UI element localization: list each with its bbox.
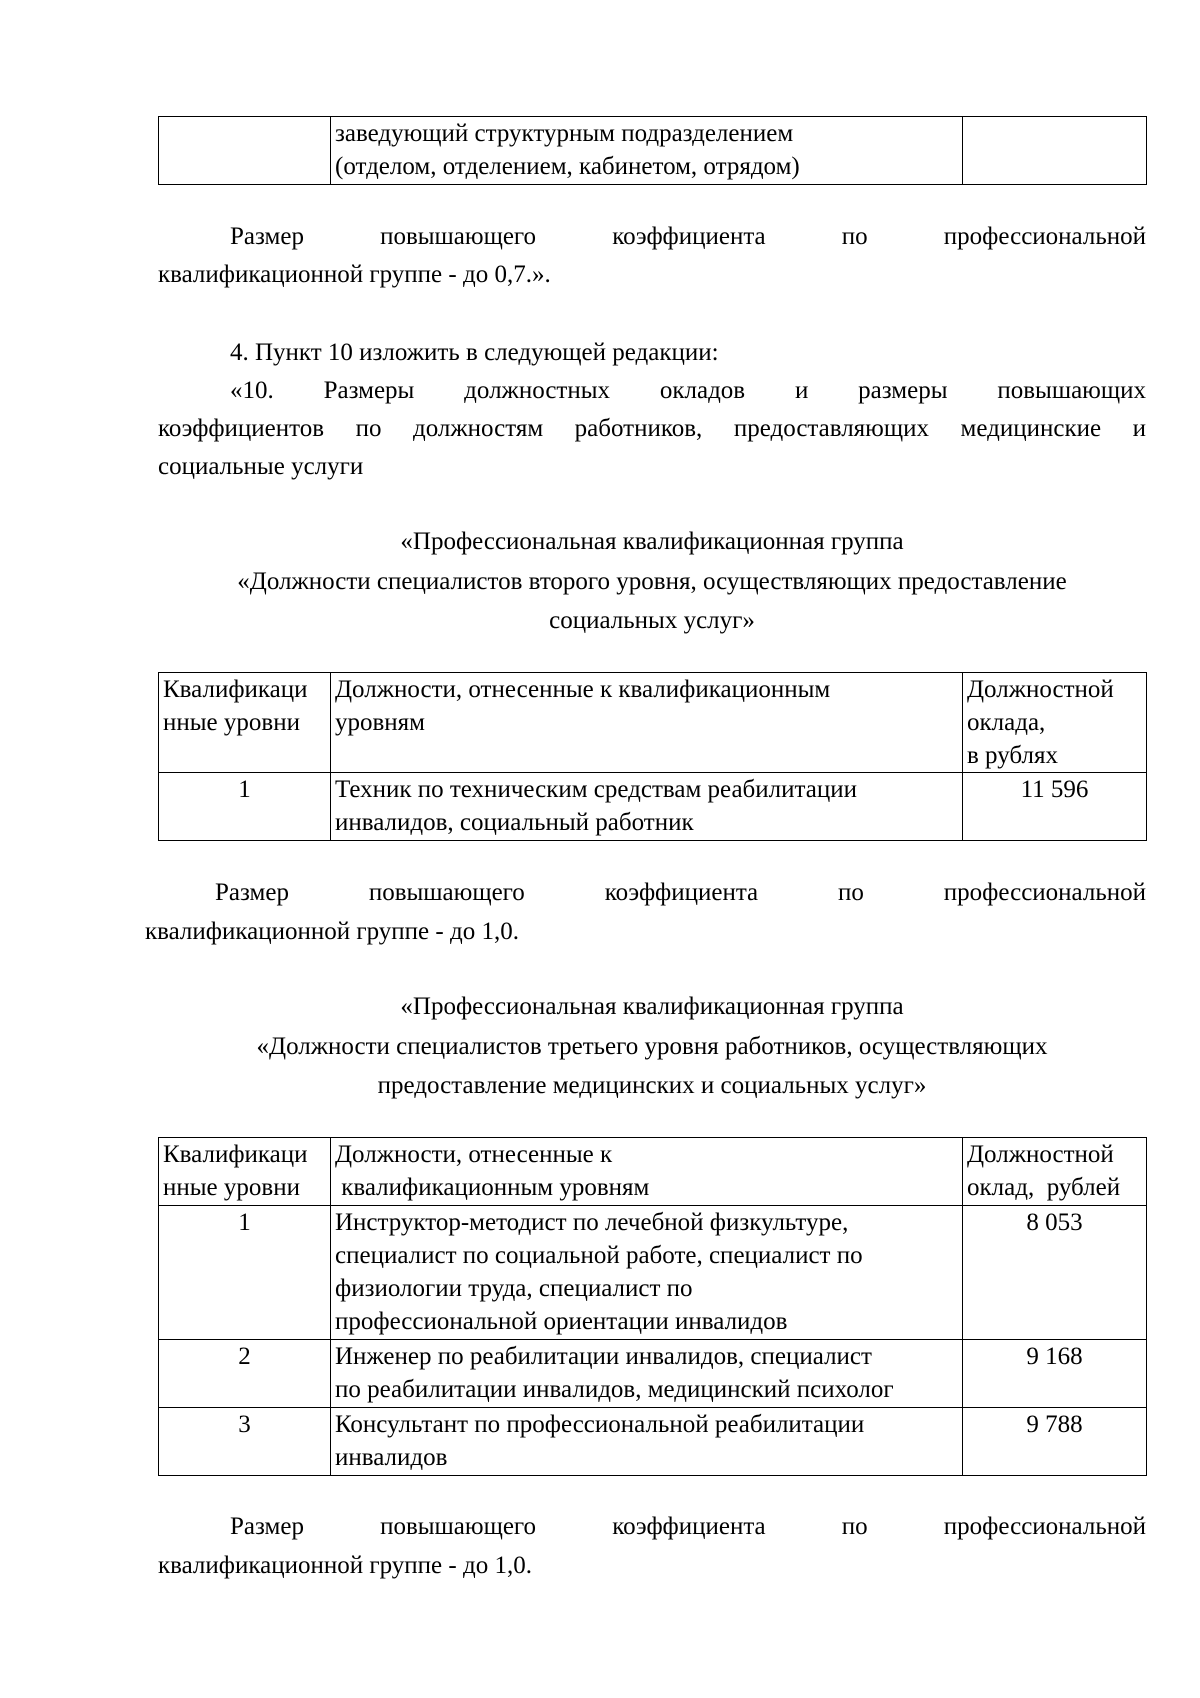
salary-cell: 9 788: [963, 1408, 1147, 1476]
header-salary: [963, 1138, 1147, 1206]
item-text-line: социальные услуги: [158, 453, 364, 480]
group-title: «Должности специалистов третьего уровня работников, осуществляющих: [256, 1033, 1048, 1060]
position-cell: [331, 1340, 963, 1408]
position-cell: [331, 117, 963, 185]
table-header-row: [159, 1138, 1147, 1206]
header-text: оклада,: [967, 709, 1046, 736]
header-level: [159, 673, 331, 773]
position-text: физиологии труда, специалист по: [335, 1275, 693, 1302]
salary-cell: 8 053: [963, 1206, 1147, 1340]
item-heading: 4. Пункт 10 изложить в следующей редакции:: [230, 339, 719, 366]
position-cell: [331, 773, 963, 841]
level-cell: [159, 117, 331, 185]
header-text: Должности, отнесенные к квалификационным: [335, 676, 831, 703]
qualification-table-1: [158, 672, 1147, 841]
group-title: «Должности специалистов второго уровня, осуществляющих предоставление: [237, 568, 1067, 595]
position-text: Инструктор-методист по лечебной физкультуре,: [335, 1209, 849, 1236]
coefficient-line: квалификационной группе - до 0,7.».: [158, 261, 551, 288]
table-row: [159, 1408, 1147, 1476]
level-cell: 1: [159, 773, 331, 841]
position-cell: [331, 1206, 963, 1340]
level-cell: 2: [159, 1340, 331, 1408]
header-position: [331, 673, 963, 773]
table-row: [159, 1206, 1147, 1340]
level-cell: 3: [159, 1408, 331, 1476]
coefficient-line: Размер повышающего коэффициента по профессиональной: [215, 879, 1146, 906]
header-text: квалификационным уровням: [335, 1174, 650, 1201]
header-level: [159, 1138, 331, 1206]
position-text: по реабилитации инвалидов, медицинский психолог: [335, 1376, 894, 1403]
salary-cell: 11 596: [963, 773, 1147, 841]
table-header-row: [159, 673, 1147, 773]
item-text-line: «10. Размеры должностных окладов и размеры повышающих: [230, 377, 1146, 404]
top-table: [158, 116, 1147, 185]
group-title: «Профессиональная квалификационная группа: [400, 993, 904, 1020]
header-text: оклад, рублей: [967, 1174, 1121, 1201]
table-row: [159, 773, 1147, 841]
position-text: Инженер по реабилитации инвалидов, специалист: [335, 1343, 872, 1370]
header-text: нные уровни: [163, 709, 300, 736]
coefficient-line: Размер повышающего коэффициента по профессиональной: [230, 223, 1146, 250]
position-text: (отделом, отделением, кабинетом, отрядом): [335, 153, 800, 180]
position-cell: [331, 1408, 963, 1476]
coefficient-line: Размер повышающего коэффициента по профессиональной: [230, 1513, 1146, 1540]
position-text: Консультант по профессиональной реабилитации: [335, 1411, 865, 1438]
qualification-table-2: [158, 1137, 1147, 1476]
table-row: [159, 117, 1147, 185]
header-position: [331, 1138, 963, 1206]
header-text: уровням: [335, 709, 426, 736]
header-text: Квалификаци: [163, 1141, 308, 1168]
header-text: Должностной: [967, 676, 1114, 703]
header-text: Должностной: [967, 1141, 1114, 1168]
group-title: «Профессиональная квалификационная группа: [400, 528, 904, 555]
header-text: в рублях: [967, 742, 1058, 769]
header-text: Квалификаци: [163, 676, 308, 703]
item-text-line: коэффициентов по должностям работников, предоставляющих медицинские и: [158, 415, 1146, 442]
position-text: инвалидов, социальный работник: [335, 809, 694, 836]
position-text: инвалидов: [335, 1444, 448, 1471]
header-text: Должности, отнесенные к: [335, 1141, 613, 1168]
header-text: нные уровни: [163, 1174, 300, 1201]
coefficient-line: квалификационной группе - до 1,0.: [145, 918, 519, 945]
position-text: специалист по социальной работе, специалист по: [335, 1242, 863, 1269]
group-title: предоставление медицинских и социальных услуг»: [377, 1072, 927, 1099]
coefficient-line: квалификационной группе - до 1,0.: [158, 1552, 532, 1579]
salary-cell: [963, 117, 1147, 185]
position-text: профессиональной ориентации инвалидов: [335, 1308, 788, 1335]
level-cell: 1: [159, 1206, 331, 1340]
position-text: заведующий структурным подразделением: [335, 120, 794, 147]
salary-cell: 9 168: [963, 1340, 1147, 1408]
table-row: [159, 1340, 1147, 1408]
position-text: Техник по техническим средствам реабилитации: [335, 776, 857, 803]
header-salary: [963, 673, 1147, 773]
group-title: социальных услуг»: [549, 607, 755, 634]
